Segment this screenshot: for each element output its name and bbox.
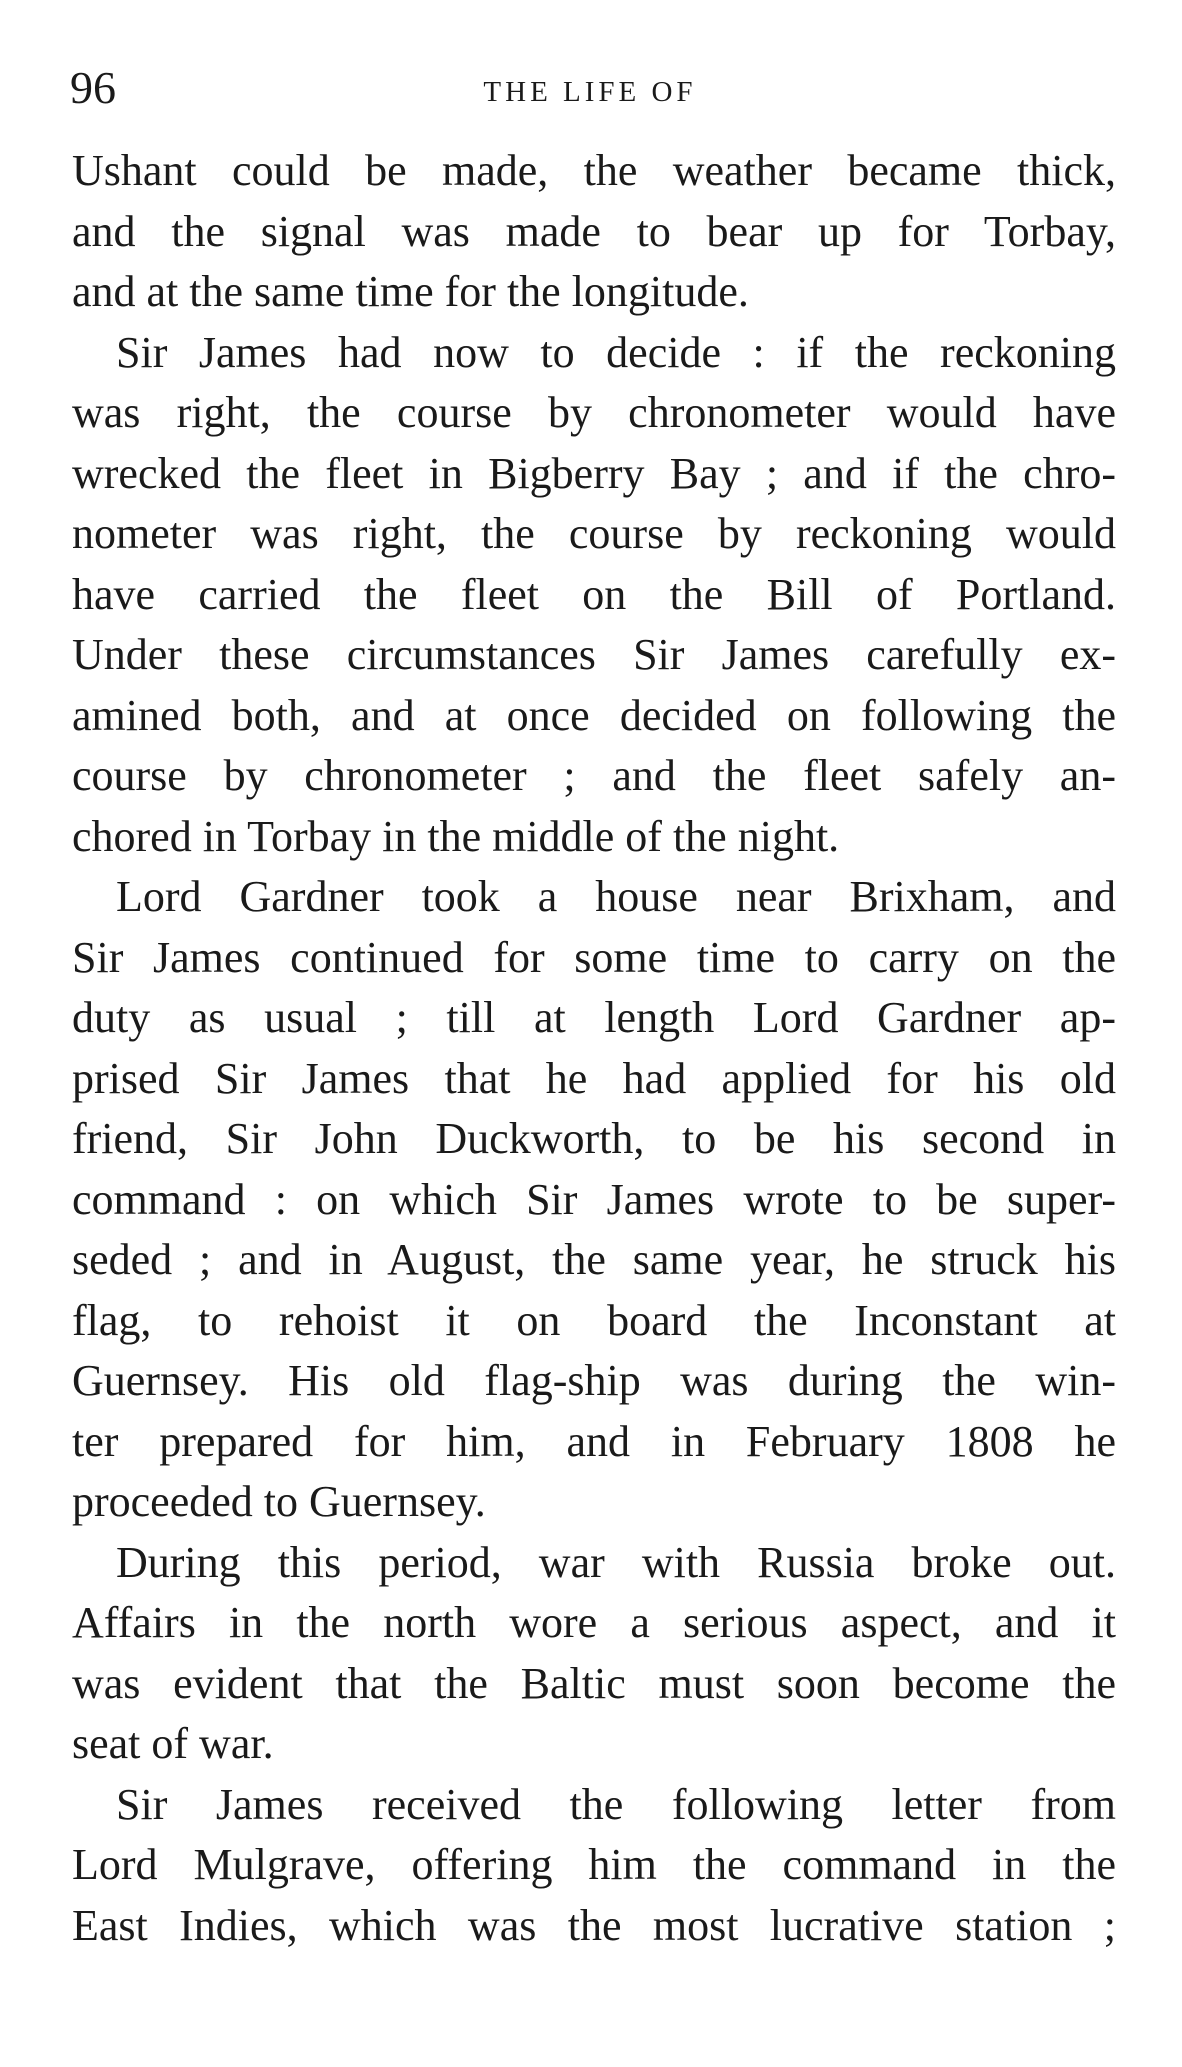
page-number: 96 [70,62,116,113]
text-line: flag, to rehoist it on board the Inconstant at [72,1295,1116,1345]
text-line: Guernsey. His old flag-ship was during the win- [72,1356,1116,1405]
text-line: ter prepared for him, and in February 1808 he [72,1416,1116,1466]
text-line: seded ; and in August, the same year, he struck his [72,1235,1116,1284]
text-line: wrecked the fleet in Bigberry Bay ; and if the chro- [72,448,1116,498]
text-line: Sir James continued for some time to carry on the [72,932,1116,982]
text-line: have carried the fleet on the Bill of Portland. [72,569,1116,619]
text-line: Under these circumstances Sir James carefully ex- [72,630,1116,679]
running-head: THE LIFE OF [483,76,697,108]
text-line: duty as usual ; till at length Lord Gardner ap- [72,993,1116,1042]
text-line: was evident that the Baltic must soon become the [72,1658,1116,1708]
text-line: East Indies, which was the most lucrative station ; [72,1900,1116,1950]
body-text [72,141,1116,1956]
text-line: Ushant could be made, the weather became thick, [72,146,1116,195]
text-line: amined both, and at once decided on following the [72,690,1116,740]
text-line: Affairs in the north wore a serious aspect, and it [72,1598,1116,1647]
text-line: Sir James had now to decide : if the reckoning [116,327,1116,377]
text-line: nometer was right, the course by reckoning would [72,509,1116,558]
text-line: chored in Torbay in the middle of the night. [72,811,840,861]
text-line: Lord Mulgrave, offering him the command in the [72,1840,1116,1889]
text-line: Lord Gardner took a house near Brixham, and [116,872,1116,921]
text-line: prised Sir James that he had applied for his old [72,1053,1116,1103]
page-header [70,58,1110,118]
text-line: and the signal was made to bear up for Torbay, [72,206,1116,256]
text-line: friend, Sir John Duckworth, to be his second in [72,1114,1116,1163]
text-line: course by chronometer ; and the fleet safely an- [72,751,1116,800]
text-line: During this period, war with Russia broke out. [116,1537,1116,1587]
text-line: seat of war. [72,1719,274,1768]
text-line: command : on which Sir James wrote to be super- [72,1174,1116,1224]
text-line: Sir James received the following letter from [116,1779,1116,1829]
text-line: was right, the course by chronometer would have [72,388,1116,437]
text-line: and at the same time for the longitude. [72,267,749,316]
text-line: proceeded to Guernsey. [72,1477,486,1526]
